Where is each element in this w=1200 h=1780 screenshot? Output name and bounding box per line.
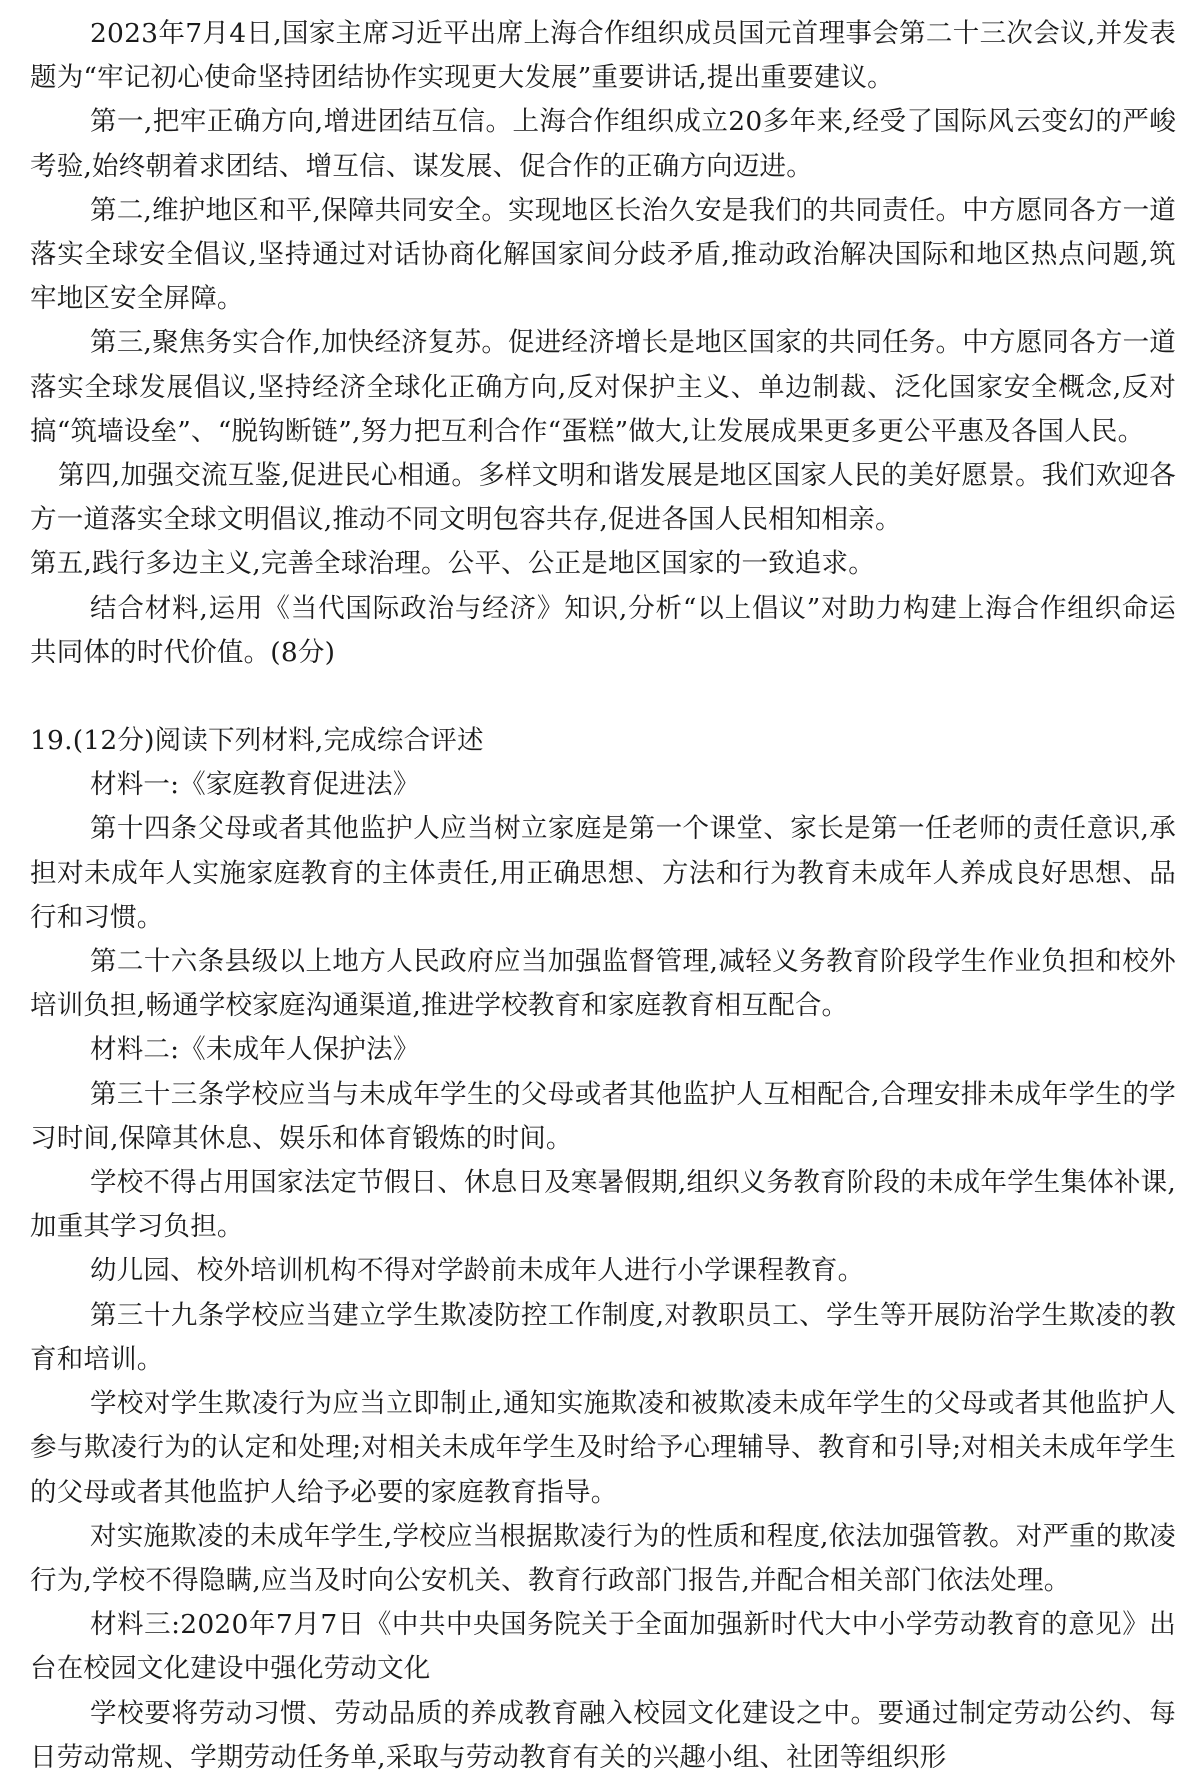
q18-prompt: 结合材料,运用《当代国际政治与经济》知识,分析“以上倡议”对助力构建上海合作组织命运共同体的时代价值。(8分) (30, 592, 1176, 668)
section-gap (30, 675, 1176, 719)
material-2-title: 材料二:《未成年人保护法》 (90, 1034, 420, 1066)
q18-point-1: 第一,把牢正确方向,增进团结互信。上海合作组织成立20多年来,经受了国际风云变幻的严峻考验,始终朝着求团结、增互信、谋发展、促合作的正确方向迈进。 (30, 106, 1176, 182)
material-2-paragraph-6: 对实施欺凌的未成年学生,学校应当根据欺凌行为的性质和程度,依法加强管教。对严重的欺凌行为,学校不得隐瞒,应当及时向公安机关、教育行政部门报告,并配合相关部门依法处理。 (30, 1520, 1176, 1596)
material-1-title: 材料一:《家庭教育促进法》 (90, 769, 420, 801)
material-2-article-33: 第三十三条学校应当与未成年学生的父母或者其他监护人互相配合,合理安排未成年学生的学习时间,保障其休息、娱乐和体育锻炼的时间。 (30, 1078, 1176, 1154)
q18-point-5: 第五,践行多边主义,完善全球治理。公平、公正是地区国家的一致追求。 (30, 548, 875, 580)
q18-point-2: 第二,维护地区和平,保障共同安全。实现地区长治久安是我们的共同责任。中方愿同各方一道落实全球安全倡议,坚持通过对话协商化解国家间分歧矛盾,推动政治解决国际和地区热点问题,筑牢地区安全屏障。 (30, 194, 1176, 315)
material-1-article-26: 第二十六条县级以上地方人民政府应当加强监督管理,减轻义务教育阶段学生作业负担和校外培训负担,畅通学校家庭沟通渠道,推进学校教育和家庭教育相互配合。 (30, 946, 1176, 1022)
material-3-title: 材料三:2020年7月7日《中共中央国务院关于全面加强新时代大中小学劳动教育的意见》出台在校园文化建设中强化劳动文化 (30, 1609, 1176, 1685)
q19-heading: 19.(12分)阅读下列材料,完成综合评述 (30, 725, 484, 757)
material-2-paragraph-3: 幼儿园、校外培训机构不得对学龄前未成年人进行小学课程教育。 (90, 1255, 865, 1287)
q18-point-4: 第四,加强交流互鉴,促进民心相通。多样文明和谐发展是地区国家人民的美好愿景。我们欢迎各方一道落实全球文明倡议,推动不同文明包容共存,促进各国人民相知相亲。 (30, 460, 1176, 536)
q18-point-3: 第三,聚焦务实合作,加快经济复苏。促进经济增长是地区国家的共同任务。中方愿同各方一道落实全球发展倡议,坚持经济全球化正确方向,反对保护主义、单边制裁、泛化国家安全概念,反对搞“筑墙设垒”、“脱钩断链”,努力把互利合作“蛋糕”做大,让发展成果更多更公平惠及各国人民。 (30, 327, 1176, 447)
q18-intro: 2023年7月4日,国家主席习近平出席上海合作组织成员国元首理事会第二十三次会议,并发表题为“牢记初心使命坚持团结协作实现更大发展”重要讲话,提出重要建议。 (30, 18, 1176, 94)
material-2-paragraph-2: 学校不得占用国家法定节假日、休息日及寒暑假期,组织义务教育阶段的未成年学生集体补课,加重其学习负担。 (30, 1167, 1176, 1243)
material-2-article-39: 第三十九条学校应当建立学生欺凌防控工作制度,对教职员工、学生等开展防治学生欺凌的教育和培训。 (30, 1299, 1176, 1375)
material-2-paragraph-5: 学校对学生欺凌行为应当立即制止,通知实施欺凌和被欺凌未成年学生的父母或者其他监护人参与欺凌行为的认定和处理;对相关未成年学生及时给予心理辅导、教育和引导;对相关未成年学生的父母或者其他监护人给予必要的家庭教育指导。 (30, 1388, 1176, 1508)
material-3-paragraph-1: 学校要将劳动习惯、劳动品质的养成教育融入校园文化建设之中。要通过制定劳动公约、每日劳动常规、学期劳动任务单,采取与劳动教育有关的兴趣小组、社团等组织形 (30, 1697, 1176, 1773)
material-1-article-14: 第十四条父母或者其他监护人应当树立家庭是第一个课堂、家长是第一任老师的责任意识,承担对未成年人实施家庭教育的主体责任,用正确思想、方法和行为教育未成年人养成良好思想、品行和习惯。 (30, 813, 1176, 933)
